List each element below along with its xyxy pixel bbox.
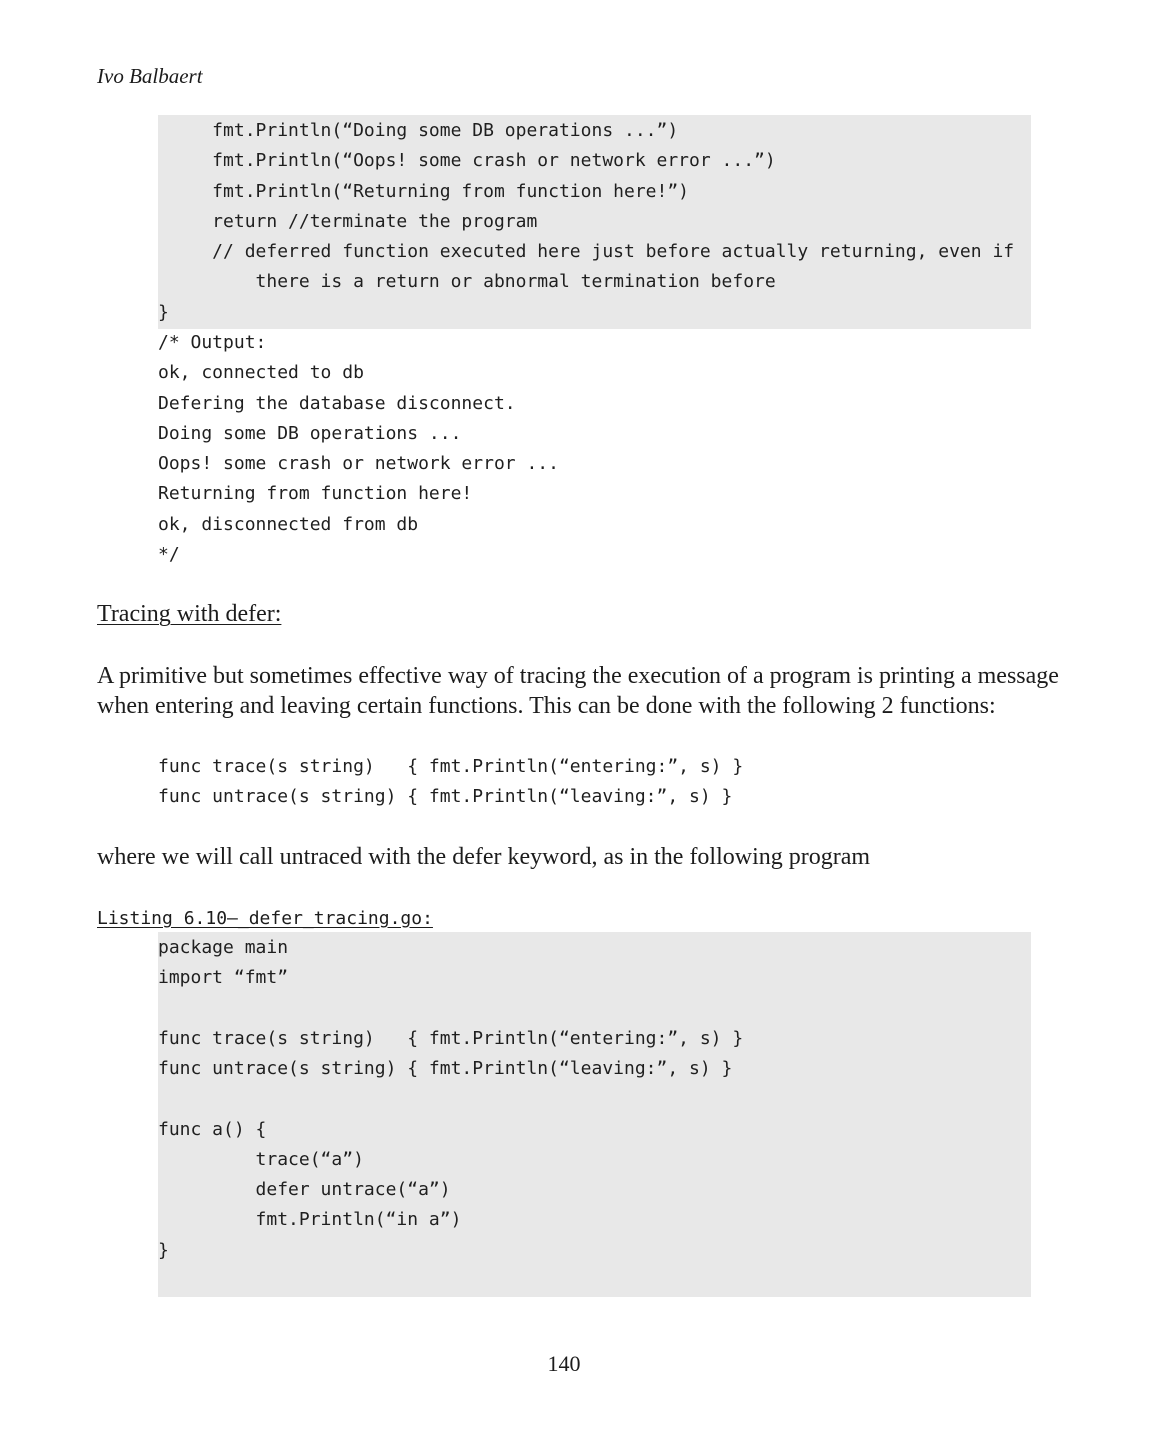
code-line: fmt.Println(“Doing some DB operations ...”) — [158, 120, 679, 141]
output-comment-block — [158, 328, 559, 570]
paragraph-line: where we will call untraced with the defer keyword, as in the following program — [97, 844, 871, 870]
code-line: fmt.Println(“Returning from function here!”) — [158, 180, 690, 202]
code-line: fmt.Println(“in a”) — [158, 1209, 462, 1231]
code-line: // deferred function executed here just before actually returning, even if — [158, 241, 1015, 262]
code-line: func a() { — [158, 1118, 267, 1140]
output-line: Returning from function here! — [158, 483, 473, 505]
body-paragraph-defer — [97, 842, 870, 872]
code-line: } — [158, 301, 169, 323]
code-block-continuation — [158, 116, 1014, 328]
code-line: func trace(s string) { fmt.Println(“entering:”, s) } — [158, 1027, 744, 1049]
code-line: func untrace(s string) { fmt.Println(“leaving:”, s) } — [158, 1058, 733, 1079]
section-heading: Tracing with defer: — [97, 601, 282, 627]
page-number: 140 — [547, 1351, 581, 1376]
output-line: */ — [158, 543, 180, 565]
code-line: fmt.Println(“Oops! some crash or network error ...”) — [158, 150, 776, 172]
running-header-author: Ivo Balbaert — [97, 64, 203, 88]
code-line: import “fmt” — [158, 967, 289, 989]
code-line: } — [158, 1239, 169, 1261]
code-line: defer untrace(“a”) — [158, 1179, 451, 1200]
code-line: func untrace(s string) { fmt.Println(“leaving:”, s) } — [158, 786, 733, 808]
output-line: ok, connected to db — [158, 362, 364, 384]
code-line: return //terminate the program — [158, 210, 538, 232]
output-line: Doing some DB operations ... — [158, 422, 462, 444]
paragraph-line: A primitive but sometimes effective way of tracing the execution of a program is printing a message — [97, 663, 1059, 689]
code-line: func trace(s string) { fmt.Println(“entering:”, s) } — [158, 756, 744, 777]
code-line: trace(“a”) — [158, 1148, 364, 1170]
code-snippet-trace-functions — [158, 752, 743, 813]
listing-code-block — [158, 933, 743, 1266]
code-line — [158, 994, 743, 1024]
code-line: package main — [158, 937, 289, 958]
body-paragraph-intro — [97, 661, 1059, 721]
listing-caption: Listing 6.10—_defer_tracing.go: — [97, 908, 433, 929]
output-line: /* Output: — [158, 332, 267, 353]
code-line: there is a return or abnormal termination before — [158, 271, 776, 293]
output-line: Defering the database disconnect. — [158, 392, 516, 414]
code-line — [158, 1084, 743, 1114]
paragraph-line: when entering and leaving certain functions. This can be done with the following 2 functions: — [97, 693, 996, 719]
output-line: Oops! some crash or network error ... — [158, 453, 559, 474]
output-line: ok, disconnected from db — [158, 513, 419, 535]
